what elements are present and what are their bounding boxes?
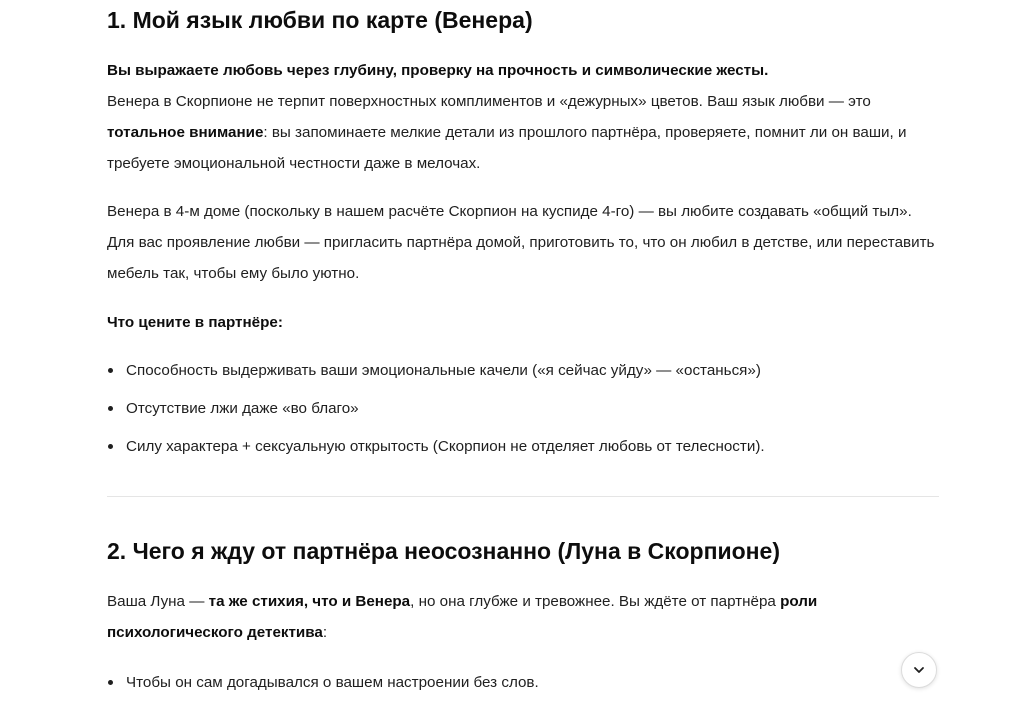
section-1-lead: Вы выражаете любовь через глубину, проверку на прочность и символические жесты. xyxy=(107,62,769,79)
list-item xyxy=(107,664,539,702)
list-item xyxy=(107,428,765,466)
scroll-to-bottom-button[interactable] xyxy=(901,652,937,688)
section-1-values-heading xyxy=(107,307,283,338)
section-1-p1-bold: тотальное внимание xyxy=(107,124,264,141)
section-1-p1-text-b: : вы запоминаете мелкие детали из прошлого партнёра, проверяете, помнит ли он ваши, и требуете эмоциональной честности даже в мелочах. xyxy=(107,124,907,172)
section-1-paragraph-1 xyxy=(107,55,939,179)
list-item-text: Силу характера + сексуальную открытость (Скорпион не отделяет любовь от телесности). xyxy=(126,438,765,455)
section-2-p1-text-c: : xyxy=(322,624,328,641)
chevron-down-icon xyxy=(912,663,926,677)
section-1-p1-text-a: Венера в Скорпионе не терпит поверхностных комплиментов и «дежурных» цветов. Ваш язык любви — это xyxy=(107,93,871,110)
bullet-icon xyxy=(108,444,113,449)
bullet-icon xyxy=(108,368,113,373)
values-list xyxy=(107,352,765,466)
list-item-text: Способность выдерживать ваши эмоциональные качели («я сейчас уйду» — «останься») xyxy=(126,362,761,379)
section-2-paragraph-1 xyxy=(107,586,939,648)
list-item-text: Чтобы он сам догадывался о вашем настроении без слов. xyxy=(126,674,539,691)
list-item xyxy=(107,390,765,428)
section-2-p1-bold-b: роли психологического детектива xyxy=(107,593,818,641)
bullet-icon xyxy=(108,680,113,685)
section-2-p1-text-a: Ваша Луна — xyxy=(107,593,209,610)
bullet-icon xyxy=(108,406,113,411)
section-divider xyxy=(107,496,939,497)
expectations-list xyxy=(107,664,539,702)
section-1-paragraph-2: Венера в 4-м доме (поскольку в нашем расчёте Скорпион на куспиде 4-го) — вы любите создавать «общий тыл». Для вас проявление любви — пригласить партнёра домой, приготовить то, что он любил в детстве, или переставить мебель так, чтобы ему было уютно. xyxy=(107,203,935,282)
values-heading-text: Что цените в партнёре: xyxy=(107,314,283,331)
list-item-text: Отсутствие лжи даже «во благо» xyxy=(126,400,359,417)
section-2-p1-bold-a: та же стихия, что и Венера xyxy=(208,593,411,610)
section-2-heading: 2. Чего я жду от партнёра неосознанно (Луна в Скорпионе) xyxy=(107,538,780,564)
section-2-p1-text-b: , но она глубже и тревожнее. Вы ждёте от партнёра xyxy=(410,593,781,610)
list-item xyxy=(107,352,765,390)
section-1-heading: 1. Мой язык любви по карте (Венера) xyxy=(107,7,533,33)
